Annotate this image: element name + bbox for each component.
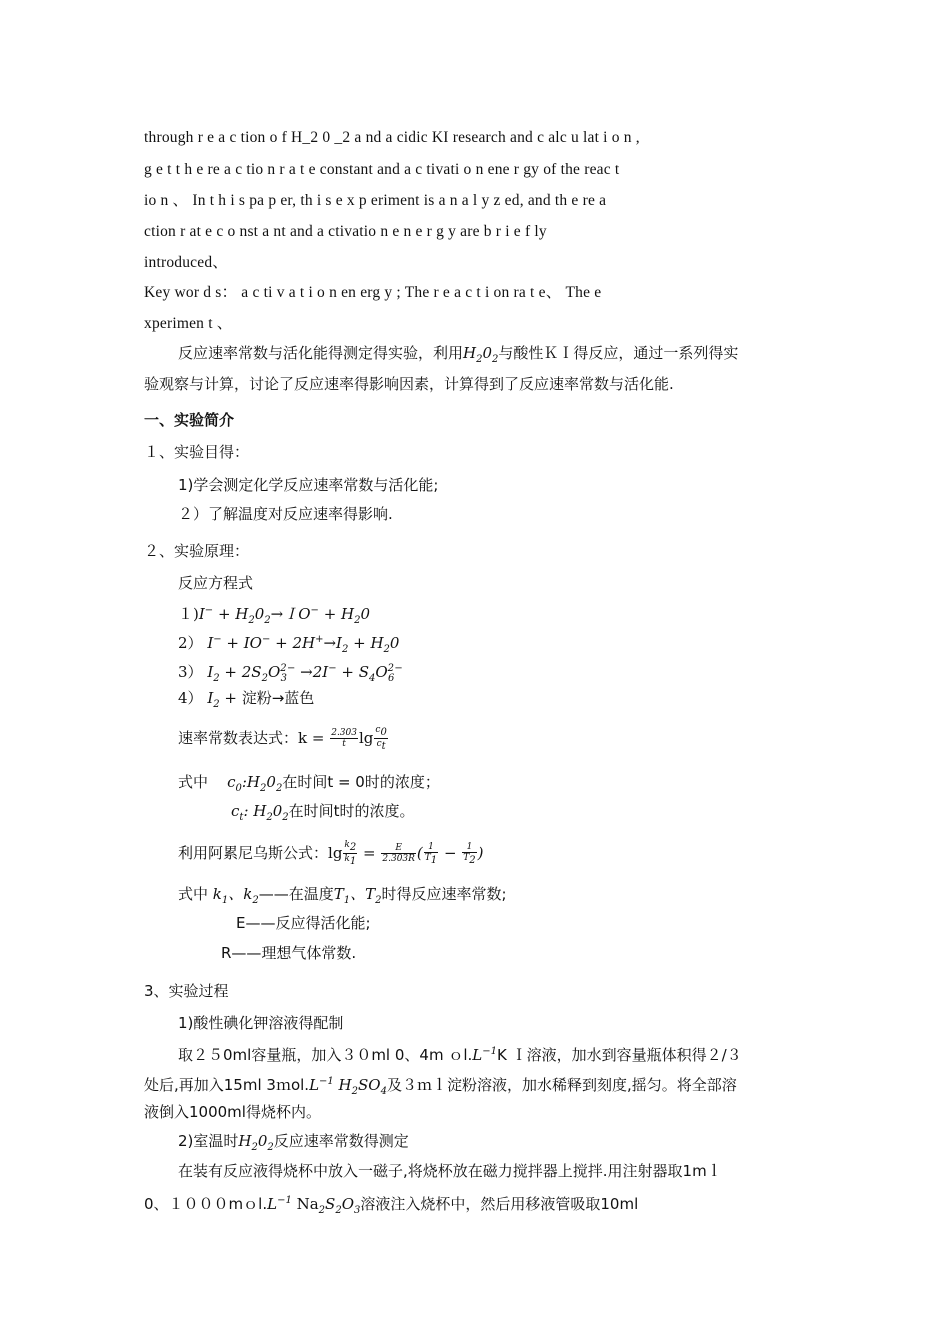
procedure-2-line-2: 0、$1000mol.L^{-1}$ $Na_2S_2O_3$溶液注入烧杯中，然后用移液管吸取10ml [144,1195,639,1216]
abstract-en-line-1: through r e a c tion o f H_2 0 _2 a nd a cidic KI research and c alc u lat i o n , [144,129,640,146]
procedure-2-line-1: 在装有反应液得烧杯中放入一磁子,将烧杯放在磁力搅拌器上搅拌.用注射器取1mｌ [178,1162,722,1180]
r-definition: R——理想气体常数. [221,944,357,962]
subsection-purpose: １、实验目得： [144,443,250,461]
abstract-en-line-4: ction r at e c o nst a nt and a ctivatio n e n e r g y are b r i e f ly [144,223,547,240]
equation-2: 2） $I^- + IO^- + 2H^+\to I_2 + H_20$ [178,634,400,655]
subsection-procedure: 3、实验过程 [144,982,229,1000]
rate-constant-formula: 速率常数表达式：k = $\frac{2.303}{t}$ lg $\frac{c_0}{c_t}$ [178,725,387,752]
section-title: 一、实验简介 [144,411,235,429]
purpose-item-1: 1)学会测定化学反应速率常数与活化能; [178,476,439,494]
abstract-en-line-5: introduced、 [144,254,228,271]
procedure-1-line-3: 液倒入1000ml得烧杯内。 [144,1103,321,1121]
ct-definition: $c_t$: $H_20_2$在时间t时的浓度。 [231,802,415,823]
keywords-line-2: xperimen t 、 [144,315,233,332]
equation-1: $1)I^- + H_20_2\to IO^- + H_20$ [178,605,371,626]
e-definition: E——反应得活化能; [236,914,371,932]
procedure-1-line-1: 取２５0ml容量瓶，加入３０ml 0、4m $ol.L^{-1}K$ Ｉ溶液，加水到容量瓶体积得２/３ [178,1046,742,1064]
equation-4: 4） $I_2$ + 淀粉→蓝色 [178,689,315,710]
abstract-cn-line-1: 反应速率常数与活化能得测定得实验，利用$H_20_2$与酸性ＫＩ得反应，通过一系列得实 [178,344,739,365]
equation-3: 3） $I_2 + 2S_2O^2_3^- \to 2I^- + S_4O^2_6^-$ [178,663,403,684]
purpose-item-2: ２）了解温度对反应速率得影响. [178,505,393,523]
procedure-1-line-2: 处后,再加入15ml $3mol.L^{-1}$ $H_2SO_4$及３ｍｌ淀粉溶液，加水稀释到刻度,摇匀。将全部溶 [144,1076,737,1097]
abstract-en-line-2: g e t t h e re a c tio n r a t e constant and a c tivati o n ene r gy of the reac t [144,161,620,178]
abstract-en-line-3: io n 、 In t h i s pa p er, th i s e x p eriment is a n a l y z ed, and th e re a [144,192,607,209]
procedure-2-title: 2)室温时$H_20_2$反应速率常数得测定 [178,1132,409,1153]
subsection-principle: ２、实验原理： [144,542,250,560]
keywords-line-1: Key wor d s： a c ti v a t i o n en erg y ; The r e a c t i on ra t e、 The e [144,284,602,301]
k-definition: 式中 $k_1$、$k_2——$在温度$T_1$、$T_2$时得反应速率常数; [178,885,507,906]
procedure-1-title: 1)酸性碘化钾溶液得配制 [178,1014,344,1032]
h2o2-formula: $H_20_2$ [463,344,499,365]
arrhenius-formula: 利用阿累尼乌斯公式：lg $\frac{k_2}{k_1}$ = $\frac{E}{2.303R}$ ( $\frac{1}{T_1}$ − $\frac{1}{T_2}$ ) [178,840,484,867]
c0-definition: 式中 $c_0:H_20_2$在时间t = 0时的浓度； [178,773,440,794]
equation-heading: 反应方程式 [178,574,254,592]
abstract-cn-line-2: 验观察与计算，讨论了反应速率得影响因素，计算得到了反应速率常数与活化能. [144,375,674,393]
